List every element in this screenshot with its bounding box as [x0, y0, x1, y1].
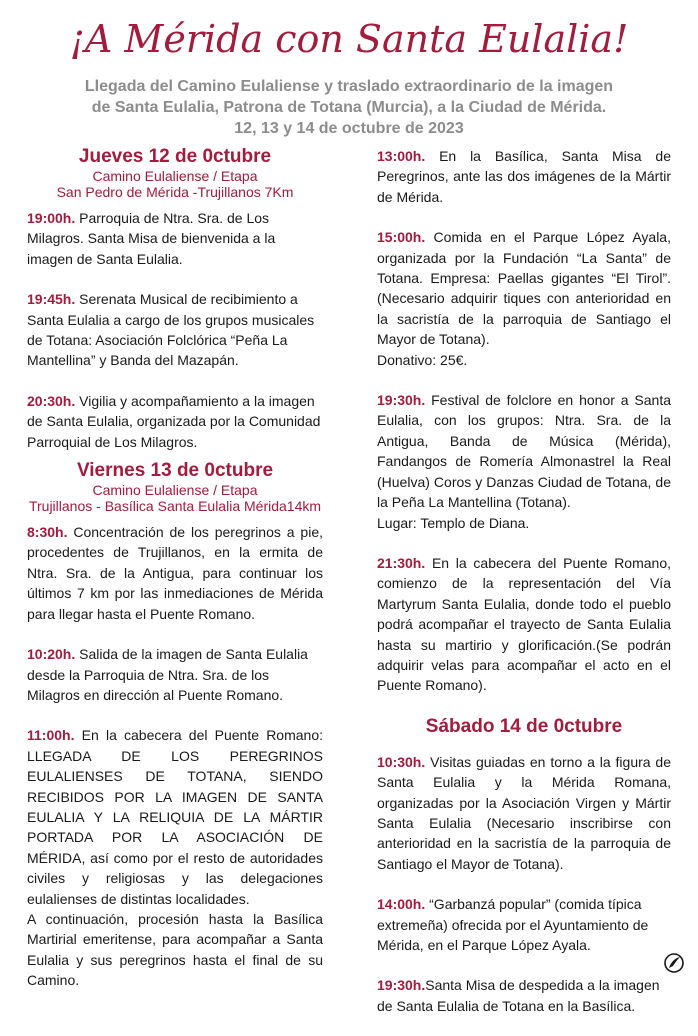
event-day2-2	[27, 644, 323, 705]
event-day2-6	[377, 390, 671, 533]
event-day2-4	[377, 146, 671, 207]
event-text: En la Basílica, Santa Misa de Peregrinos, ante las dos imágenes de la Mártir de Mérida.	[377, 148, 671, 205]
event-time: 19:30h.	[377, 392, 426, 409]
day1-header	[27, 146, 323, 200]
subtitle-line-1: Llegada del Camino Eulaliense y traslado extraordinario de la imagen	[84, 78, 614, 95]
event-text: Parroquia de Ntra. Sra. de Los Milagros. Santa Misa de bienvenida a la imagen de Santa Eulalia.	[27, 210, 276, 267]
left-column	[27, 146, 323, 1011]
event-text: Serenata Musical de recibimiento a Santa Eulalia a cargo de los grupos musicales de Totana: Asociación Folclórica “Peña La Mantellina” y Banda del Mazapán.	[27, 291, 315, 369]
event-day3-1	[377, 752, 671, 874]
event-text: Comida en el Parque López Ayala, organizada por la Fundación “La Santa” de Totana. Empresa: Paellas gigantes “El Tirol”.(Necesario adquirir tiques con anterioridad en la sacristía de la parroquia de Santiago el Mayor de Totana).	[377, 229, 671, 348]
event-time: 19:00h.	[27, 210, 76, 226]
day2-stage: Camino Eulaliense / Etapa	[92, 482, 258, 499]
event-text: Visitas guiadas en torno a la figura de Santa Eulalia y la Mérida Romana, organizadas por la Asociación Virgen y Mártir Santa Eulalia (Necesario inscribirse con anterioridad en la sacristía de la parroquia de Santiago el Mayor de Totana).	[377, 753, 671, 872]
day3-title: Sábado 14 de 0ctubre	[425, 715, 623, 737]
event-extra: A continuación, procesión hasta la Basílica Martirial emeritense, para acompañar a Santa Eulalia y sus peregrinos hasta el final de su Camino.	[27, 910, 323, 989]
event-time: 10:30h.	[377, 753, 426, 770]
event-text: Salida de la imagen de Santa Eulalia desde la Parroquia de Ntra. Sra. de los Milagros en dirección al Puente Romano.	[27, 646, 308, 703]
event-time: 15:00h.	[377, 229, 426, 246]
event-text: Festival de folclore en honor a Santa Eulalia, con los grupos: Ntra. Sra. de la Antigua, Banda de Música (Mérida), Fandangos de Romería Almonastrel la Real (Huelva) Coros y Danzas Ciudad de Totana, de la Peña La Mantellina (Totana).	[377, 392, 671, 511]
event-time: 11:00h.	[27, 727, 75, 744]
event-text: Concentración de los peregrinos a pie, procedentes de Trujillanos, en la ermita de Ntra. Sra. de la Antigua, para continuar los últimos 7 km por las inmediaciones de Mérida para llegar hasta el Puente Romano.	[27, 524, 323, 622]
event-text: En la cabecera del Puente Romano: LLEGADA DE LOS PEREGRINOS EULALIENSES DE TOTANA, SIENDO RECIBIDOS POR LA IMAGEN DE SANTA EULALIA Y LA RELIQUIA DE LA MÁRTIR PORTADA POR LA ASOCIACIÓN DE MÉRIDA, así como por el resto de autoridades civiles y religiosas y las delegaciones eulalienses de distintas localidades.	[27, 727, 323, 907]
event-time: 21:30h.	[377, 554, 426, 571]
event-day2-7	[377, 553, 671, 696]
subtitle-line-2: de Santa Eulalia, Patrona de Totana (Murcia), a la Ciudad de Mérida.	[91, 99, 607, 116]
event-day3-3	[377, 975, 671, 1016]
event-text: “Garbanzá popular” (comida típica extremeña) ofrecida por el Ayuntamiento de Mérida, en el Parque López Ayala.	[377, 896, 649, 953]
event-time: 14:00h.	[377, 896, 426, 913]
subtitle-dates: 12, 13 y 14 de octubre de 2023	[234, 120, 464, 137]
event-extra: Donativo: 25€.	[377, 351, 468, 368]
event-day2-5	[377, 227, 671, 370]
day3-header	[377, 716, 671, 738]
right-column	[377, 146, 671, 1036]
event-time: 13:00h.	[377, 148, 426, 164]
event-day1-1	[27, 208, 323, 269]
day2-route: Trujillanos - Basílica Santa Eulalia Mérida14km	[28, 498, 322, 515]
event-text: Vigilia y acompañamiento a la imagen de Santa Eulalia, organizada por la Comunidad Parroquial de Los Milagros.	[27, 392, 321, 450]
event-day2-1	[27, 522, 323, 624]
event-day1-2	[27, 289, 323, 371]
feather-circle-icon	[664, 953, 684, 973]
event-day1-3	[27, 391, 323, 452]
subtitle	[40, 76, 658, 139]
day1-stage: Camino Eulaliense / Etapa	[92, 168, 258, 184]
event-time: 8:30h.	[27, 524, 68, 541]
event-text: Santa Misa de despedida a la imagen de Santa Eulalia de Totana en la Basílica.	[377, 977, 660, 1014]
event-time: 20:30h.	[27, 392, 76, 409]
page-title: ¡A Mérida con Santa Eulalia!	[69, 17, 629, 61]
event-time: 19:30h.	[377, 977, 426, 994]
day2-header	[27, 460, 323, 514]
event-time: 10:20h.	[27, 646, 76, 663]
day2-title: Viernes 13 de 0ctubre	[76, 460, 274, 482]
day1-title: Jueves 12 de 0ctubre	[78, 146, 272, 167]
event-day3-2	[377, 894, 671, 955]
day1-route: San Pedro de Mérida -Trujillanos 7Km	[56, 184, 294, 200]
event-extra: Lugar: Templo de Diana.	[377, 514, 530, 531]
event-day2-3	[27, 725, 323, 990]
event-time: 19:45h.	[27, 291, 76, 308]
event-text: En la cabecera del Puente Romano, comienzo de la representación del Vía Martyrum Santa Eulalia, donde todo el pueblo podrá acompañar el trayecto de Santa Eulalia hasta su martirio y glorificación.(Se podrán adquirir velas para acompañar el acto en el Puente Romano).	[377, 554, 671, 694]
